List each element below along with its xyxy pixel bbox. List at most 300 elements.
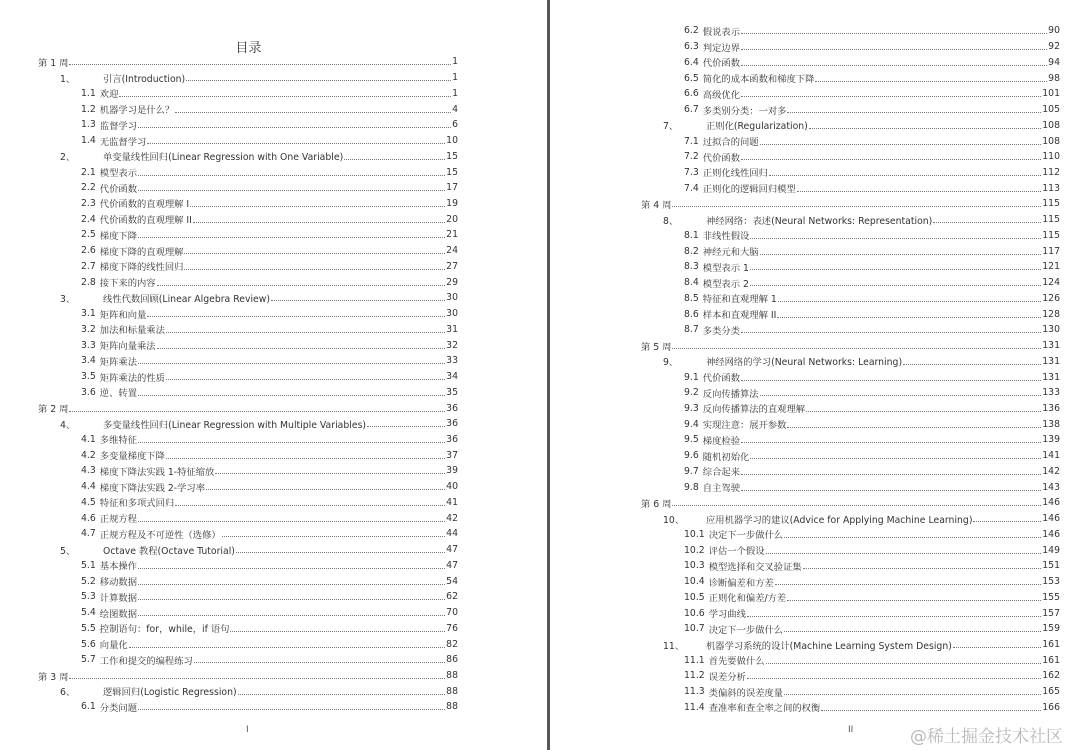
toc-entry-page: 41 — [446, 496, 458, 508]
toc-section-entry[interactable] — [38, 196, 458, 212]
toc-entry-page: 10 — [446, 135, 458, 147]
toc-entry-title: 正则化(Regularization) — [706, 121, 808, 133]
toc-entry-title: 梯度下降的直观理解 — [99, 246, 184, 258]
toc-entry-title: 反向传播算法的直观理解 — [702, 404, 806, 416]
toc-entry-page: 36 — [446, 433, 458, 445]
toc-dot-leader — [775, 584, 1041, 585]
toc-section-entry[interactable] — [641, 86, 1060, 102]
toc-entry-number: 2.2 — [81, 182, 96, 194]
toc-section-entry[interactable] — [38, 573, 458, 589]
toc-entry-title: 代价函数的直观理解 I — [99, 199, 190, 211]
toc-entry-page: 42 — [446, 512, 458, 524]
toc-entry-page: 151 — [1042, 560, 1060, 572]
toc-entry-title: 模型表示 2 — [702, 278, 749, 290]
toc-entry-page: 88 — [446, 685, 458, 697]
toc-section-entry[interactable] — [38, 432, 458, 448]
toc-section-entry[interactable] — [38, 495, 458, 511]
toc-entry-number: 11.3 — [684, 686, 705, 698]
toc-entry-title: 工作和提交的编程练习 — [99, 655, 193, 667]
toc-dot-leader — [760, 254, 1042, 255]
toc-section-entry[interactable] — [641, 542, 1060, 558]
toc-entry-title: 梯度下降 — [99, 230, 137, 242]
toc-dot-leader — [147, 316, 445, 317]
toc-entry-number: 6.1 — [81, 701, 96, 713]
toc-dot-leader — [741, 380, 1041, 381]
toc-dot-leader — [367, 426, 445, 427]
toc-section-entry[interactable] — [38, 164, 458, 180]
toc-week-entry[interactable] — [38, 54, 458, 70]
toc-section-entry[interactable] — [641, 275, 1060, 291]
toc-dot-leader — [784, 694, 1041, 695]
toc-section-entry[interactable] — [38, 117, 458, 133]
toc-entry-page: 105 — [1042, 104, 1060, 116]
toc-entry-title: 梯度下降法实践 1-特征缩放 — [99, 466, 215, 478]
toc-entry-title: 移动数据 — [99, 577, 137, 589]
toc-section-entry[interactable] — [641, 448, 1060, 464]
toc-entry-number: 6.4 — [684, 56, 699, 68]
toc-entry-number: 7、 — [663, 121, 679, 133]
toc-entry-title: 代价函数 — [702, 152, 740, 164]
toc-entry-title: 第 2 周 — [38, 404, 69, 416]
toc-section-entry[interactable] — [641, 180, 1060, 196]
toc-entry-page: 20 — [446, 213, 458, 225]
toc-section-entry[interactable] — [38, 510, 458, 526]
toc-entry-title: 反向传播算法 — [702, 388, 759, 400]
toc-entry-number: 11.2 — [684, 670, 705, 682]
toc-dot-leader — [747, 616, 1041, 617]
toc-entry-number: 8.6 — [684, 308, 699, 320]
toc-entry-title: 矩阵和向量 — [99, 309, 147, 321]
toc-dot-leader — [138, 709, 445, 710]
toc-entry-number: 10.5 — [684, 591, 705, 603]
toc-entry-title: 接下来的内容 — [99, 278, 156, 290]
toc-week-entry[interactable] — [38, 668, 458, 684]
toc-dot-leader — [777, 317, 1041, 318]
toc-entry-number: 5.1 — [81, 559, 96, 571]
toc-entry-number: 9.3 — [684, 402, 699, 414]
toc-entry-title: 随机初始化 — [702, 451, 750, 463]
toc-section-entry[interactable] — [38, 652, 458, 668]
toc-section-entry[interactable] — [38, 306, 458, 322]
toc-entry-number: 2.5 — [81, 229, 96, 241]
toc-entry-number: 9.8 — [684, 481, 699, 493]
toc-dot-leader — [778, 301, 1042, 302]
toc-entry-page: 108 — [1042, 135, 1060, 147]
toc-entry-title: 第 6 周 — [641, 498, 672, 510]
toc-dot-leader — [809, 128, 1041, 129]
toc-dot-leader — [741, 49, 1047, 50]
toc-entry-title: 机器学习系统的设计(Machine Learning System Design) — [706, 640, 952, 652]
toc-entry-number: 5.6 — [81, 638, 96, 650]
toc-dot-leader — [236, 552, 445, 553]
toc-section-entry[interactable] — [38, 321, 458, 337]
toc-section-entry[interactable] — [641, 385, 1060, 401]
toc-entry-number: 8.3 — [684, 261, 699, 273]
toc-entry-title: 自主驾驶 — [702, 483, 740, 495]
toc-entry-title: 神经网络的学习(Neural Networks: Learning) — [706, 357, 903, 369]
toc-section-entry[interactable] — [38, 558, 458, 574]
toc-entry-number: 11、 — [663, 640, 685, 652]
toc-entry-page: 92 — [1048, 41, 1060, 53]
toc-entry-number: 9.4 — [684, 418, 699, 430]
toc-section-entry[interactable] — [38, 353, 458, 369]
toc-section-entry[interactable] — [38, 85, 458, 101]
toc-entry-page: 70 — [446, 607, 458, 619]
toc-chapter-entry[interactable] — [641, 353, 1060, 369]
toc-entry-title: 代价函数 — [702, 373, 740, 385]
toc-section-entry[interactable] — [38, 243, 458, 259]
toc-dot-leader — [741, 159, 1041, 160]
toc-entry-title: 矩阵向量乘法 — [99, 341, 156, 353]
toc-entry-number: 3、 — [60, 293, 76, 305]
toc-dot-leader — [69, 411, 445, 412]
toc-entry-page: 54 — [446, 575, 458, 587]
toc-entry-number: 4、 — [60, 419, 76, 431]
toc-entry-page: 35 — [446, 386, 458, 398]
toc-dot-leader — [766, 553, 1042, 554]
toc-entry-number: 8.2 — [684, 245, 699, 257]
toc-section-entry[interactable] — [641, 290, 1060, 306]
toc-entry-title: 第 1 周 — [38, 57, 69, 69]
toc-dot-leader — [138, 599, 445, 600]
toc-entry-title: 判定边界 — [702, 42, 740, 54]
toc-entry-page: 82 — [446, 638, 458, 650]
toc-section-entry[interactable] — [641, 259, 1060, 275]
toc-dot-leader — [166, 332, 445, 333]
toc-dot-leader — [741, 490, 1041, 491]
toc-entry-number: 6、 — [60, 687, 76, 699]
toc-section-entry[interactable] — [38, 384, 458, 400]
toc-section-entry[interactable] — [641, 306, 1060, 322]
toc-entry-number: 8.7 — [684, 324, 699, 336]
toc-section-entry[interactable] — [641, 700, 1060, 716]
toc-section-entry[interactable] — [38, 369, 458, 385]
toc-entry-title: 简化的成本函数和梯度下降 — [702, 74, 815, 86]
toc-entry-title: 线性代数回顾(Linear Algebra Review) — [103, 293, 270, 305]
toc-chapter-entry[interactable] — [38, 542, 458, 558]
toc-entry-title: 逆、转置 — [99, 388, 137, 400]
toc-entry-number: 9.5 — [684, 434, 699, 446]
toc-entry-page: 76 — [446, 622, 458, 634]
toc-dot-leader — [271, 300, 445, 301]
toc-entry-page: 146 — [1042, 513, 1060, 525]
toc-entry-page: 86 — [446, 654, 458, 666]
toc-section-entry[interactable] — [641, 684, 1060, 700]
toc-entry-page: 161 — [1042, 639, 1060, 650]
toc-section-entry[interactable] — [38, 447, 458, 463]
toc-section-entry[interactable] — [641, 23, 1060, 39]
toc-entry-number: 3.6 — [81, 386, 96, 398]
toc-entry-page: 47 — [446, 559, 458, 571]
toc-dot-leader — [741, 65, 1047, 66]
toc-entry-number: 1.4 — [81, 135, 96, 147]
toc-entry-title: 代价函数 — [99, 183, 137, 195]
toc-section-entry[interactable] — [641, 479, 1060, 495]
toc-dot-leader — [230, 631, 445, 632]
toc-entry-page: 27 — [446, 260, 458, 272]
toc-section-entry[interactable] — [641, 165, 1060, 181]
toc-chapter-entry[interactable] — [641, 511, 1060, 527]
toc-dot-leader — [222, 536, 445, 537]
toc-section-entry[interactable] — [38, 479, 458, 495]
toc-chapter-entry[interactable] — [38, 148, 458, 164]
toc-entry-page: 149 — [1042, 544, 1060, 556]
toc-dot-leader — [138, 568, 445, 569]
toc-entry-number: 7.4 — [684, 182, 699, 194]
toc-chapter-entry[interactable] — [38, 416, 458, 432]
toc-entry-number: 10.3 — [684, 560, 705, 572]
toc-section-entry[interactable] — [38, 337, 458, 353]
toc-entry-page: 30 — [446, 308, 458, 320]
toc-entry-page: 126 — [1042, 292, 1060, 304]
toc-entry-page: 4 — [452, 103, 458, 115]
toc-entry-title: 诊断偏差和方差 — [708, 577, 774, 589]
toc-dot-leader — [750, 285, 1041, 286]
toc-entry-title: 实现注意：展开参数 — [702, 420, 787, 432]
toc-section-entry[interactable] — [641, 322, 1060, 338]
toc-entry-title: 绘图数据 — [99, 608, 137, 620]
toc-section-entry[interactable] — [38, 274, 458, 290]
toc-entry-number: 2.6 — [81, 245, 96, 257]
toc-dot-leader — [973, 521, 1041, 522]
toc-entry-title: 加法和标量乘法 — [99, 325, 165, 337]
toc-entry-number: 9.6 — [684, 450, 699, 462]
toc-entry-number: 10、 — [663, 514, 685, 526]
toc-section-entry[interactable] — [38, 526, 458, 542]
toc-entry-title: 第 3 周 — [38, 671, 69, 683]
toc-section-entry[interactable] — [641, 652, 1060, 668]
page-number: I — [246, 725, 249, 735]
watermark: @稀土掘金技术社区 — [910, 727, 1063, 747]
toc-entry-title: 特征和直观理解 1 — [702, 294, 777, 306]
toc-section-entry[interactable] — [641, 464, 1060, 480]
toc-entry-number: 2.8 — [81, 276, 96, 288]
toc-entry-number: 1、 — [60, 73, 76, 85]
toc-entry-page: 161 — [1042, 654, 1060, 666]
toc-section-entry[interactable] — [38, 211, 458, 227]
toc-section-entry[interactable] — [641, 416, 1060, 432]
toc-section-entry[interactable] — [641, 149, 1060, 165]
toc-entry-page: 115 — [1042, 229, 1060, 241]
toc-entry-page: 90 — [1048, 25, 1060, 37]
toc-section-entry[interactable] — [38, 605, 458, 621]
toc-entry-number: 5.7 — [81, 654, 96, 666]
toc-entry-number: 6.3 — [684, 41, 699, 53]
toc-entry-page: 108 — [1042, 119, 1060, 131]
toc-dot-leader — [903, 364, 1041, 365]
toc-entry-number: 8.4 — [684, 277, 699, 289]
toc-dot-leader — [760, 144, 1042, 145]
toc-entry-title: 逻辑回归(Logistic Regression) — [103, 687, 237, 699]
toc-entry-page: 113 — [1042, 182, 1060, 194]
toc-entry-title: 向量化 — [99, 640, 128, 652]
toc-dot-leader — [138, 395, 445, 396]
toc-section-entry[interactable] — [38, 101, 458, 117]
toc-section-entry[interactable] — [641, 70, 1060, 86]
toc-entry-page: 153 — [1042, 576, 1060, 588]
toc-entry-number: 8.1 — [684, 229, 699, 241]
toc-section-entry[interactable] — [641, 668, 1060, 684]
toc-dot-leader — [741, 332, 1041, 333]
toc-section-entry[interactable] — [641, 432, 1060, 448]
toc-entry-number: 6.2 — [684, 25, 699, 37]
toc-dot-leader — [803, 568, 1042, 569]
toc-entry-page: 110 — [1042, 151, 1060, 163]
toc-section-entry[interactable] — [641, 243, 1060, 259]
toc-entry-title: 矩阵乘法的性质 — [99, 372, 165, 384]
toc-entry-page: 131 — [1042, 355, 1060, 367]
toc-entry-page: 124 — [1042, 277, 1060, 289]
toc-entry-number: 4.3 — [81, 465, 96, 477]
toc-entry-title: 查准率和查全率之间的权衡 — [708, 703, 821, 715]
toc-chapter-entry[interactable] — [641, 117, 1060, 133]
page-number: II — [848, 725, 854, 735]
toc-entry-page: 40 — [446, 481, 458, 493]
toc-dot-leader — [69, 678, 445, 679]
toc-week-entry[interactable] — [38, 400, 458, 416]
toc-dot-leader — [806, 411, 1041, 412]
toc-section-entry[interactable] — [641, 527, 1060, 543]
toc-entry-number: 1.3 — [81, 119, 96, 131]
toc-section-entry[interactable] — [38, 259, 458, 275]
toc-entry-title: 首先要做什么 — [708, 656, 765, 668]
toc-chapter-entry[interactable] — [641, 637, 1060, 653]
toc-entry-page: 36 — [446, 402, 458, 414]
toc-section-entry[interactable] — [38, 620, 458, 636]
toc-dot-leader — [119, 96, 451, 97]
toc-dot-leader — [769, 175, 1041, 176]
toc-dot-leader — [190, 206, 445, 207]
toc-dot-leader — [69, 64, 451, 65]
toc-entry-title: 模型表示 1 — [702, 262, 749, 274]
toc-entry-title: 监督学习 — [99, 120, 137, 132]
toc-entry-title: 决定下一步做什么 — [708, 530, 784, 542]
toc-entry-title: Octave 教程(Octave Tutorial) — [103, 545, 235, 557]
toc-section-entry[interactable] — [641, 621, 1060, 637]
toc-entry-page: 166 — [1042, 701, 1060, 713]
toc-entry-number: 7.1 — [684, 135, 699, 147]
toc-dot-leader — [186, 80, 451, 81]
toc-entry-title: 样本和直观理解 II — [702, 310, 777, 322]
toc-entry-title: 第 5 周 — [641, 341, 672, 353]
toc-entry-number: 1.1 — [81, 87, 96, 99]
toc-section-entry[interactable] — [641, 39, 1060, 55]
toc-entry-page: 138 — [1042, 418, 1060, 430]
toc-section-entry[interactable] — [641, 133, 1060, 149]
toc-entry-page: 1 — [452, 56, 458, 68]
toc-entry-number: 4.1 — [81, 433, 96, 445]
toc-section-entry[interactable] — [38, 589, 458, 605]
toc-section-entry[interactable] — [38, 636, 458, 652]
toc-entry-number: 5.4 — [81, 607, 96, 619]
toc-section-entry[interactable] — [641, 589, 1060, 605]
toc-section-entry[interactable] — [38, 227, 458, 243]
toc-entry-number: 2.1 — [81, 166, 96, 178]
toc-dot-leader — [138, 175, 445, 176]
toc-entry-title: 正规方程及不可逆性（选修） — [99, 529, 221, 541]
toc-entry-number: 5.3 — [81, 591, 96, 603]
toc-entry-page: 159 — [1042, 623, 1060, 635]
toc-dot-leader — [787, 600, 1041, 601]
toc-week-entry[interactable] — [641, 495, 1060, 511]
toc-entry-page: 32 — [446, 339, 458, 351]
toc-dot-leader — [750, 238, 1041, 239]
toc-entry-page: 6 — [452, 119, 458, 131]
toc-entry-page: 112 — [1042, 166, 1060, 178]
toc-entry-title: 代价函数 — [702, 58, 740, 70]
toc-chapter-entry[interactable] — [38, 70, 458, 86]
toc-entry-page: 115 — [1042, 214, 1060, 226]
toc-entry-title: 神经元和大脑 — [702, 247, 759, 259]
toc-section-entry[interactable] — [38, 463, 458, 479]
toc-entry-number: 9.1 — [684, 371, 699, 383]
toc-entry-page: 31 — [446, 323, 458, 335]
toc-entry-number: 4.6 — [81, 512, 96, 524]
toc-section-entry[interactable] — [641, 401, 1060, 417]
toc-section-entry[interactable] — [38, 180, 458, 196]
toc-entry-title: 梯度下降法实践 2-学习率 — [99, 482, 205, 494]
toc-section-entry[interactable] — [641, 54, 1060, 70]
toc-section-entry[interactable] — [38, 133, 458, 149]
toc-entry-number: 3.4 — [81, 355, 96, 367]
toc-week-entry[interactable] — [641, 338, 1060, 354]
toc-entry-page: 117 — [1042, 245, 1060, 257]
toc-entry-page: 143 — [1042, 481, 1060, 493]
toc-entry-page: 131 — [1042, 371, 1060, 383]
toc-chapter-entry[interactable] — [38, 683, 458, 699]
toc-chapter-entry[interactable] — [641, 212, 1060, 228]
toc-dot-leader — [238, 694, 446, 695]
toc-section-entry[interactable] — [641, 228, 1060, 244]
toc-entry-title: 假说表示 — [702, 26, 740, 38]
toc-entry-number: 5、 — [60, 545, 76, 557]
toc-section-entry[interactable] — [38, 699, 458, 715]
toc-dot-leader — [157, 348, 446, 349]
toc-section-entry[interactable] — [641, 558, 1060, 574]
toc-section-entry[interactable] — [641, 574, 1060, 590]
page-divider — [547, 0, 550, 750]
toc-dot-leader — [166, 458, 445, 459]
toc-dot-leader — [138, 442, 445, 443]
toc-entry-number: 5.5 — [81, 622, 96, 634]
toc-dot-leader — [797, 191, 1041, 192]
toc-entry-number: 10.4 — [684, 576, 705, 588]
toc-entry-title: 正则化和偏差/方差 — [708, 593, 787, 605]
toc-dot-leader — [821, 710, 1041, 711]
toc-section-entry[interactable] — [641, 369, 1060, 385]
toc-section-entry[interactable] — [641, 605, 1060, 621]
toc-entry-page: 139 — [1042, 434, 1060, 446]
toc-entry-page: 121 — [1042, 261, 1060, 273]
toc-dot-leader — [157, 285, 446, 286]
toc-dot-leader — [784, 537, 1041, 538]
toc-list-right — [641, 23, 1060, 715]
toc-entry-number: 4.4 — [81, 481, 96, 493]
toc-dot-leader — [747, 678, 1041, 679]
toc-entry-number: 10.6 — [684, 607, 705, 619]
toc-entry-number: 2.7 — [81, 260, 96, 272]
toc-week-entry[interactable] — [641, 196, 1060, 212]
toc-dot-leader — [138, 190, 445, 191]
toc-chapter-entry[interactable] — [38, 290, 458, 306]
toc-dot-leader — [184, 253, 445, 254]
toc-entry-title: 决定下一步做什么 — [708, 624, 784, 636]
toc-section-entry[interactable] — [641, 102, 1060, 118]
toc-entry-number: 9.2 — [684, 387, 699, 399]
toc-dot-leader — [672, 206, 1041, 207]
toc-entry-page: 15 — [446, 150, 458, 162]
toc-dot-leader — [138, 127, 451, 128]
